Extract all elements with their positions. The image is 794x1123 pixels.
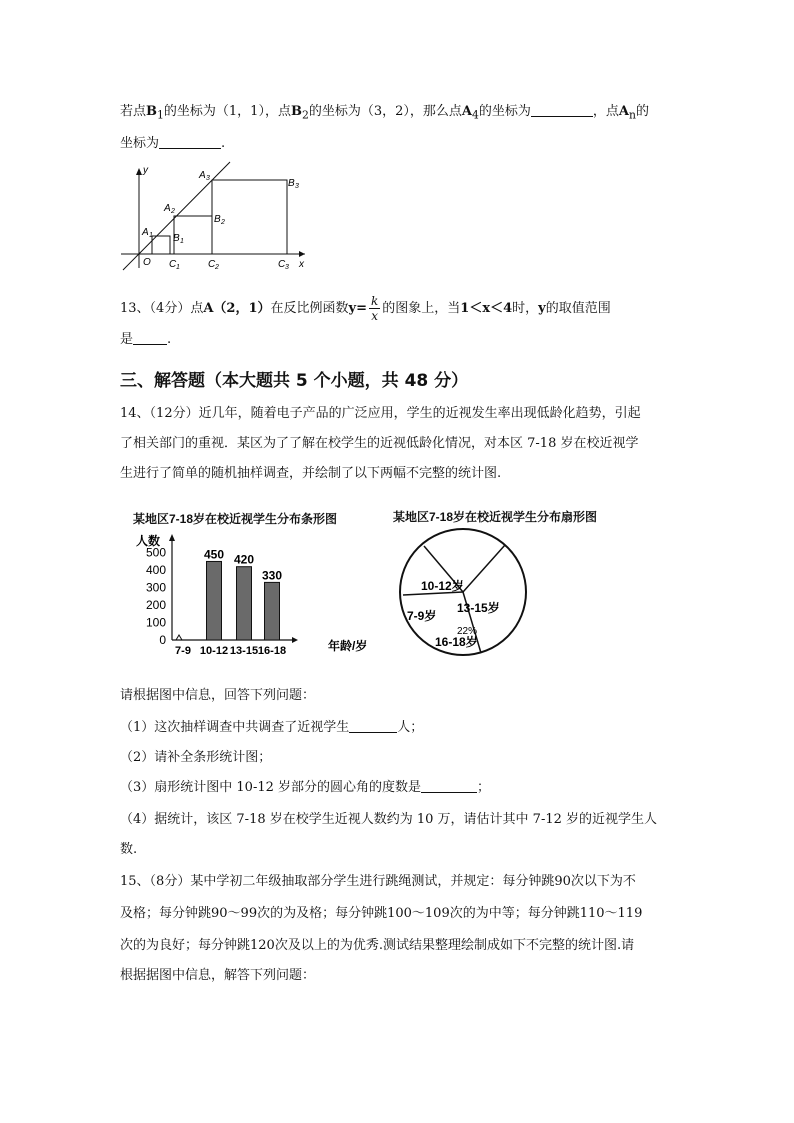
q13-line-1 (120, 294, 611, 323)
pie-label-10-12: 10-12岁 (421, 579, 464, 593)
x-axis-label: 年龄/岁 (328, 639, 368, 653)
pie-label-7-9: 7-9岁 (407, 609, 437, 623)
category-label: 10-12 (199, 645, 229, 657)
text: 时， (512, 301, 539, 316)
q15-line-4: 根据据图中信息，解答下列问题： (120, 968, 316, 983)
bar-value-label: 330 (261, 568, 283, 583)
q14-sub4-line-2: 数. (120, 842, 138, 857)
pie-label-16-18: 16-18岁 (435, 635, 478, 649)
bar-value-label: 420 (233, 552, 255, 567)
q12-line-1 (120, 102, 649, 126)
text: 的取值范围 (545, 301, 611, 316)
label-O: O (143, 257, 151, 268)
y-tick-label: 300 (145, 580, 166, 595)
text: 在反比例函数 (270, 301, 349, 316)
y-tick-label: 200 (145, 598, 166, 613)
label-sub: 2 (221, 219, 225, 226)
q14-line-2: 了相关部门的重视．某区为了了解在校学生的近视低龄化情况，对本区 7-18 岁在校近视学 (120, 436, 639, 451)
x-axis-arrow (299, 251, 305, 257)
text: 的图象上，当 (382, 301, 461, 316)
label-sub: 2 (171, 208, 175, 215)
label-x: x (299, 259, 304, 270)
text: ，点 (592, 104, 619, 119)
y-tick-label: 400 (145, 563, 166, 578)
text: 人； (397, 720, 424, 735)
label-C: C (169, 259, 177, 270)
text: y (538, 301, 546, 316)
text: 若点 (120, 104, 147, 119)
square-3 (212, 180, 287, 254)
label-B: B (214, 214, 221, 225)
pie-label-13-15: 13-15岁 (457, 601, 500, 615)
label-A: A (142, 227, 149, 238)
text: 是 (120, 332, 134, 347)
bar (207, 561, 222, 640)
label-sub: 3 (285, 264, 289, 271)
subscript: 1 (157, 108, 164, 122)
category-labels (175, 645, 286, 657)
answer-blank-a4[interactable] (531, 102, 593, 117)
label-A: A (164, 203, 171, 214)
q14-sub1 (120, 718, 423, 738)
bar (265, 582, 280, 640)
q14-line-3: 生进行了简单的随机抽样调查，并绘制了以下两幅不完整的统计图. (120, 466, 502, 481)
q15-line-2: 及格；每分钟跳90～99次的为及格；每分钟跳100～109次的为中等；每分钟跳110～119 (120, 906, 643, 921)
answer-blank-q14-3[interactable] (421, 778, 477, 793)
answer-blank-q13[interactable] (133, 330, 167, 345)
bar-chart-title: 某地区7-18岁在校近视学生分布条形图 (133, 512, 338, 526)
text: ； (477, 780, 491, 795)
q14-prompt: 请根据图中信息，回答下列问题： (120, 688, 316, 703)
bar-value-label: 450 (203, 547, 225, 562)
label-B: B (173, 233, 180, 244)
label-C: C (278, 259, 286, 270)
q15-line-1: 15、（8分）某中学初二年级抽取部分学生进行跳绳测试，并规定：每分钟跳90次以下为不 (120, 874, 636, 889)
category-label: 16-18 (257, 645, 287, 657)
text: A (461, 104, 472, 119)
label-sub: 3 (295, 183, 299, 190)
text: y= (348, 301, 367, 316)
q14-line-1: 14、（12分）近几年，随着电子产品的广泛应用，学生的近视发生率出现低龄化趋势，引起 (120, 406, 641, 421)
label-sub: 2 (215, 264, 219, 271)
fraction-k-over-x (369, 294, 380, 323)
text: . (167, 332, 172, 347)
text: B (290, 104, 302, 119)
q14-sub2: （2）请补全条形统计图； (120, 750, 272, 765)
geometry-diagram (115, 160, 315, 275)
bar (237, 567, 252, 640)
label-sub: 3 (206, 175, 210, 182)
q12-line-2 (120, 134, 225, 154)
text: A (618, 104, 629, 119)
section-heading: 三、解答题（本大题共 5 个小题，共 48 分） (120, 371, 469, 391)
text: 13、（4分）点 (120, 301, 204, 316)
y-tick-label: 0 (159, 633, 166, 647)
text: 坐标为 (120, 136, 160, 151)
pie-chart-title: 某地区7-18岁在校近视学生分布扇形图 (393, 510, 598, 524)
answer-blank-q14-1[interactable] (349, 718, 397, 733)
pie-chart (395, 528, 585, 668)
axis-break (176, 635, 182, 640)
y-tick-label: 100 (145, 615, 166, 630)
y-tick-label: 500 (145, 545, 166, 560)
text: 的 (635, 104, 649, 119)
answer-blank-an[interactable] (159, 134, 221, 149)
text: 的坐标为（3，2），那么点 (308, 104, 462, 119)
text: . (221, 136, 226, 151)
y-axis-arrow (169, 534, 175, 541)
subscript: 4 (471, 108, 479, 122)
q15-line-3: 次的为良好；每分钟跳120次及以上的为优秀.测试结果整理绘制成如下不完整的统计图.请 (120, 938, 635, 953)
label-A: A (199, 170, 206, 181)
q14-sub4-line-1: （4）据统计，该区 7-18 岁在校学生近视人数约为 10 万，请估计其中 7-12 岁的近视学生人 (120, 812, 658, 827)
bar-chart (120, 528, 380, 663)
subscript: n (629, 108, 636, 122)
text: （1）这次抽样调查中共调查了近视学生 (120, 720, 350, 735)
y-tick-labels (146, 546, 166, 647)
pie-divider (463, 545, 505, 592)
q13-line-2 (120, 330, 171, 350)
label-sub: 1 (180, 238, 184, 245)
y-axis-arrow (136, 168, 142, 175)
text: 1＜x＜4 (460, 301, 513, 316)
label-B: B (288, 178, 295, 189)
label-C: C (208, 259, 216, 270)
text: （3）扇形统计图中 10-12 岁部分的圆心角的度数是 (120, 780, 422, 795)
fraction-denominator: x (371, 309, 379, 323)
category-label: 13-15 (229, 645, 259, 657)
square-2 (174, 216, 212, 254)
x-axis-arrow (292, 637, 298, 643)
label-sub: 1 (149, 232, 153, 239)
fraction-numerator: k (370, 294, 379, 308)
text: A（2，1） (203, 301, 271, 316)
text: 的坐标为 (478, 104, 531, 119)
q14-sub3 (120, 778, 490, 798)
y-axis-label: 人数 (136, 534, 161, 548)
text: 的坐标为（1，1），点 (163, 104, 291, 119)
category-label: 7-9 (175, 645, 191, 657)
label-y: y (143, 165, 148, 176)
subscript: 2 (301, 108, 309, 122)
label-sub: 1 (176, 264, 180, 271)
pie-percent-label: 22% (457, 626, 478, 637)
text: B (146, 104, 158, 119)
